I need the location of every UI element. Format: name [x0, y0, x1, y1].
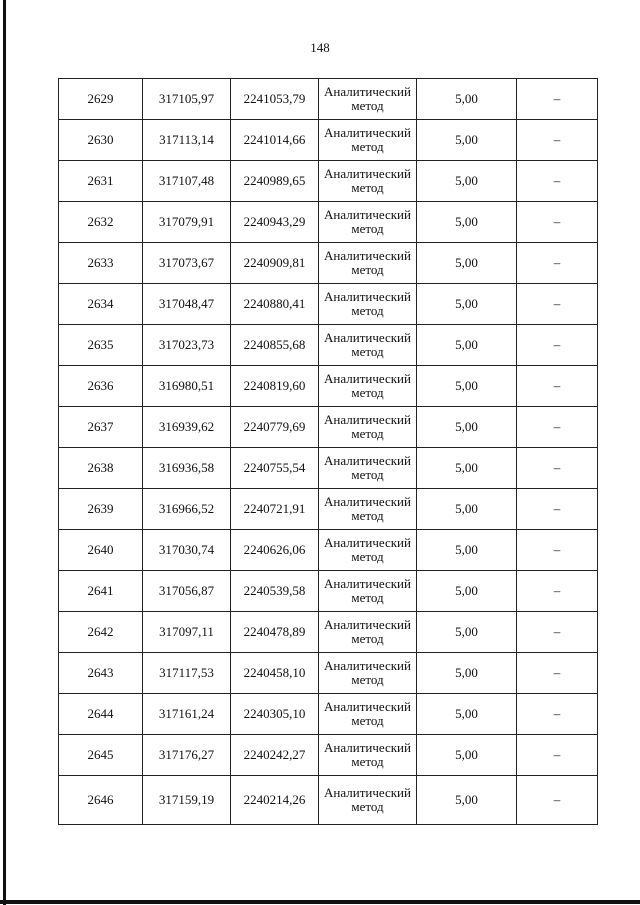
description-cell: – — [517, 161, 598, 202]
point-number-cell: 2643 — [59, 653, 143, 694]
x-coordinate-cell: 316966,52 — [143, 489, 231, 530]
error-cell: 5,00 — [417, 694, 517, 735]
description-cell: – — [517, 776, 598, 825]
point-number-cell: 2630 — [59, 120, 143, 161]
point-number-cell: 2637 — [59, 407, 143, 448]
x-coordinate-cell: 317079,91 — [143, 202, 231, 243]
description-cell: – — [517, 325, 598, 366]
method-cell: Аналитический метод — [319, 120, 417, 161]
description-cell: – — [517, 202, 598, 243]
description-cell: – — [517, 407, 598, 448]
coordinates-table-body — [59, 79, 598, 825]
method-cell: Аналитический метод — [319, 243, 417, 284]
method-cell: Аналитический метод — [319, 735, 417, 776]
table-row — [59, 735, 598, 776]
table-row — [59, 448, 598, 489]
point-number-cell: 2638 — [59, 448, 143, 489]
error-cell: 5,00 — [417, 79, 517, 120]
page-number: 148 — [310, 40, 330, 55]
error-cell: 5,00 — [417, 284, 517, 325]
point-number-cell: 2632 — [59, 202, 143, 243]
y-coordinate-cell: 2240943,29 — [231, 202, 319, 243]
x-coordinate-cell: 316939,62 — [143, 407, 231, 448]
point-number-cell: 2636 — [59, 366, 143, 407]
table-row — [59, 366, 598, 407]
table-row — [59, 243, 598, 284]
x-coordinate-cell: 316936,58 — [143, 448, 231, 489]
point-number-cell: 2639 — [59, 489, 143, 530]
y-coordinate-cell: 2240855,68 — [231, 325, 319, 366]
error-cell: 5,00 — [417, 735, 517, 776]
table-row — [59, 694, 598, 735]
table-row — [59, 407, 598, 448]
error-cell: 5,00 — [417, 530, 517, 571]
error-cell: 5,00 — [417, 202, 517, 243]
x-coordinate-cell: 316980,51 — [143, 366, 231, 407]
method-cell: Аналитический метод — [319, 489, 417, 530]
y-coordinate-cell: 2240305,10 — [231, 694, 319, 735]
description-cell: – — [517, 530, 598, 571]
description-cell: – — [517, 694, 598, 735]
description-cell: – — [517, 448, 598, 489]
description-cell: – — [517, 735, 598, 776]
y-coordinate-cell: 2240755,54 — [231, 448, 319, 489]
error-cell: 5,00 — [417, 612, 517, 653]
x-coordinate-cell: 317159,19 — [143, 776, 231, 825]
error-cell: 5,00 — [417, 366, 517, 407]
description-cell: – — [517, 366, 598, 407]
x-coordinate-cell: 317030,74 — [143, 530, 231, 571]
error-cell: 5,00 — [417, 325, 517, 366]
x-coordinate-cell: 317048,47 — [143, 284, 231, 325]
error-cell: 5,00 — [417, 489, 517, 530]
method-cell: Аналитический метод — [319, 284, 417, 325]
y-coordinate-cell: 2240989,65 — [231, 161, 319, 202]
error-cell: 5,00 — [417, 776, 517, 825]
table-row — [59, 202, 598, 243]
description-cell: – — [517, 120, 598, 161]
y-coordinate-cell: 2240626,06 — [231, 530, 319, 571]
method-cell: Аналитический метод — [319, 161, 417, 202]
error-cell: 5,00 — [417, 161, 517, 202]
description-cell: – — [517, 243, 598, 284]
method-cell: Аналитический метод — [319, 366, 417, 407]
table-row — [59, 612, 598, 653]
table-row — [59, 530, 598, 571]
point-number-cell: 2633 — [59, 243, 143, 284]
method-cell: Аналитический метод — [319, 653, 417, 694]
method-cell: Аналитический метод — [319, 612, 417, 653]
method-cell: Аналитический метод — [319, 571, 417, 612]
y-coordinate-cell: 2240539,58 — [231, 571, 319, 612]
y-coordinate-cell: 2240214,26 — [231, 776, 319, 825]
description-cell: – — [517, 79, 598, 120]
point-number-cell: 2642 — [59, 612, 143, 653]
x-coordinate-cell: 317097,11 — [143, 612, 231, 653]
y-coordinate-cell: 2240909,81 — [231, 243, 319, 284]
y-coordinate-cell: 2240819,60 — [231, 366, 319, 407]
point-number-cell: 2629 — [59, 79, 143, 120]
point-number-cell: 2631 — [59, 161, 143, 202]
point-number-cell: 2646 — [59, 776, 143, 825]
method-cell: Аналитический метод — [319, 325, 417, 366]
method-cell: Аналитический метод — [319, 202, 417, 243]
x-coordinate-cell: 317073,67 — [143, 243, 231, 284]
y-coordinate-cell: 2240458,10 — [231, 653, 319, 694]
description-cell: – — [517, 571, 598, 612]
error-cell: 5,00 — [417, 243, 517, 284]
table-row — [59, 571, 598, 612]
table-row — [59, 653, 598, 694]
description-cell: – — [517, 284, 598, 325]
table-row — [59, 120, 598, 161]
error-cell: 5,00 — [417, 120, 517, 161]
page-border-left — [3, 0, 6, 905]
point-number-cell: 2645 — [59, 735, 143, 776]
table-row — [59, 489, 598, 530]
description-cell: – — [517, 653, 598, 694]
description-cell: – — [517, 612, 598, 653]
table-row — [59, 79, 598, 120]
table-row — [59, 325, 598, 366]
x-coordinate-cell: 317105,97 — [143, 79, 231, 120]
y-coordinate-cell: 2240779,69 — [231, 407, 319, 448]
point-number-cell: 2641 — [59, 571, 143, 612]
method-cell: Аналитический метод — [319, 530, 417, 571]
coordinates-table — [58, 78, 598, 825]
point-number-cell: 2634 — [59, 284, 143, 325]
table-row — [59, 776, 598, 825]
x-coordinate-cell: 317161,24 — [143, 694, 231, 735]
description-cell: – — [517, 489, 598, 530]
point-number-cell: 2644 — [59, 694, 143, 735]
page-border-bottom — [0, 900, 640, 904]
table-row — [59, 161, 598, 202]
x-coordinate-cell: 317117,53 — [143, 653, 231, 694]
table-row — [59, 284, 598, 325]
point-number-cell: 2640 — [59, 530, 143, 571]
x-coordinate-cell: 317023,73 — [143, 325, 231, 366]
x-coordinate-cell: 317113,14 — [143, 120, 231, 161]
y-coordinate-cell: 2240880,41 — [231, 284, 319, 325]
error-cell: 5,00 — [417, 448, 517, 489]
method-cell: Аналитический метод — [319, 694, 417, 735]
y-coordinate-cell: 2240242,27 — [231, 735, 319, 776]
error-cell: 5,00 — [417, 653, 517, 694]
method-cell: Аналитический метод — [319, 79, 417, 120]
y-coordinate-cell: 2241053,79 — [231, 79, 319, 120]
y-coordinate-cell: 2241014,66 — [231, 120, 319, 161]
error-cell: 5,00 — [417, 407, 517, 448]
x-coordinate-cell: 317176,27 — [143, 735, 231, 776]
method-cell: Аналитический метод — [319, 448, 417, 489]
method-cell: Аналитический метод — [319, 407, 417, 448]
point-number-cell: 2635 — [59, 325, 143, 366]
x-coordinate-cell: 317107,48 — [143, 161, 231, 202]
error-cell: 5,00 — [417, 571, 517, 612]
method-cell: Аналитический метод — [319, 776, 417, 825]
y-coordinate-cell: 2240478,89 — [231, 612, 319, 653]
y-coordinate-cell: 2240721,91 — [231, 489, 319, 530]
x-coordinate-cell: 317056,87 — [143, 571, 231, 612]
